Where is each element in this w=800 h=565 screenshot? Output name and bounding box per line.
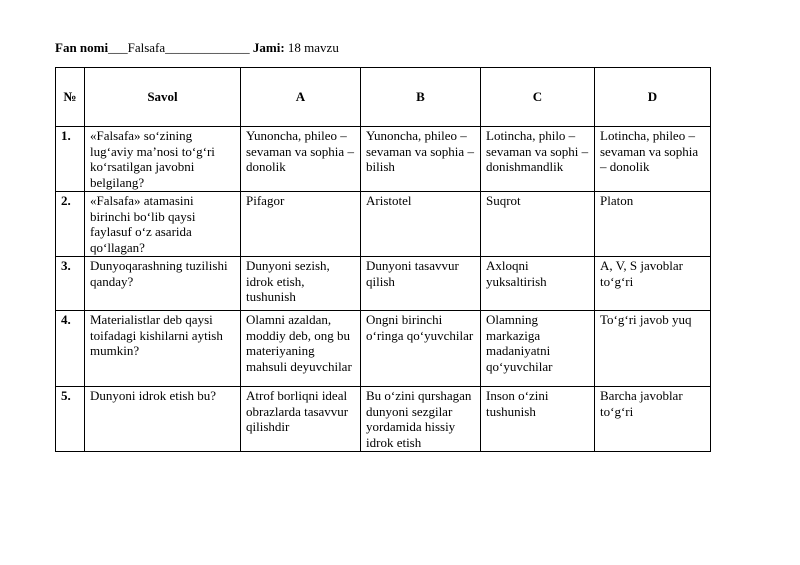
row-number: 1. (56, 127, 85, 192)
answer-b-cell: Bu o‘zini qurshagan dunyoni sezgilar yordamida hissiy idrok etish (361, 387, 481, 452)
answer-b-cell: Aristotel (361, 192, 481, 257)
total-value: 18 mavzu (287, 40, 339, 55)
answer-d-cell: Lotincha, phileo – sevaman va sophia – donolik (595, 127, 711, 192)
answer-b-cell: Dunyoni tasavvur qilish (361, 257, 481, 311)
answer-b-cell: Yunoncha, phileo – sevaman va sophia – bilish (361, 127, 481, 192)
row-number: 2. (56, 192, 85, 257)
answer-d-cell: Platon (595, 192, 711, 257)
table-row (56, 387, 711, 452)
answer-c-cell: Suqrot (481, 192, 595, 257)
answer-a-cell: Atrof borliqni ideal obrazlarda tasavvur qilishdir (241, 387, 361, 452)
question-cell: Materialistlar deb qaysi toifadagi kishilarni aytish mumkin? (85, 311, 241, 387)
column-header-b: B (361, 68, 481, 127)
table-row (56, 257, 711, 311)
answer-c-cell: Inson o‘zini tushunish (481, 387, 595, 452)
column-header-number: № (56, 68, 85, 127)
answer-d-cell: Barcha javoblar to‘g‘ri (595, 387, 711, 452)
answer-c-cell: Axloqni yuksaltirish (481, 257, 595, 311)
total-label: Jami: (252, 40, 285, 55)
column-header-question: Savol (85, 68, 241, 127)
question-cell: «Falsafa» atamasini birinchi bo‘lib qaysi faylasuf o‘z asarida qo‘llagan? (85, 192, 241, 257)
column-header-c: C (481, 68, 595, 127)
row-number: 4. (56, 311, 85, 387)
answer-a-cell: Pifagor (241, 192, 361, 257)
answer-a-cell: Yunoncha, phileo – sevaman va sophia – donolik (241, 127, 361, 192)
document-header (55, 40, 339, 56)
answer-d-cell: To‘g‘ri javob yuq (595, 311, 711, 387)
subject-value: ___Falsafa_____________ (108, 40, 250, 55)
answer-a-cell: Dunyoni sezish, idrok etish, tushunish (241, 257, 361, 311)
table-header-row (56, 68, 711, 127)
question-cell: Dunyoni idrok etish bu? (85, 387, 241, 452)
row-number: 3. (56, 257, 85, 311)
questions-table (55, 67, 711, 452)
column-header-d: D (595, 68, 711, 127)
question-cell: Dunyoqarashning tuzilishi qanday? (85, 257, 241, 311)
table-row (56, 192, 711, 257)
answer-a-cell: Olamni azaldan, moddiy deb, ong bu materiyaning mahsuli deyuvchilar (241, 311, 361, 387)
answer-c-cell: Olamning markaziga madaniyatni qo‘yuvchilar (481, 311, 595, 387)
answer-b-cell: Ongni birinchi o‘ringa qo‘yuvchilar (361, 311, 481, 387)
subject-label: Fan nomi (55, 40, 109, 55)
row-number: 5. (56, 387, 85, 452)
column-header-a: A (241, 68, 361, 127)
answer-c-cell: Lotincha, philo – sevaman va sophi – donishmandlik (481, 127, 595, 192)
table-row (56, 311, 711, 387)
table-row (56, 127, 711, 192)
answer-d-cell: A, V, S javoblar to‘g‘ri (595, 257, 711, 311)
question-cell: «Falsafa» so‘zining lug‘aviy ma’nosi to‘g‘ri ko‘rsatilgan javobni belgilang? (85, 127, 241, 192)
